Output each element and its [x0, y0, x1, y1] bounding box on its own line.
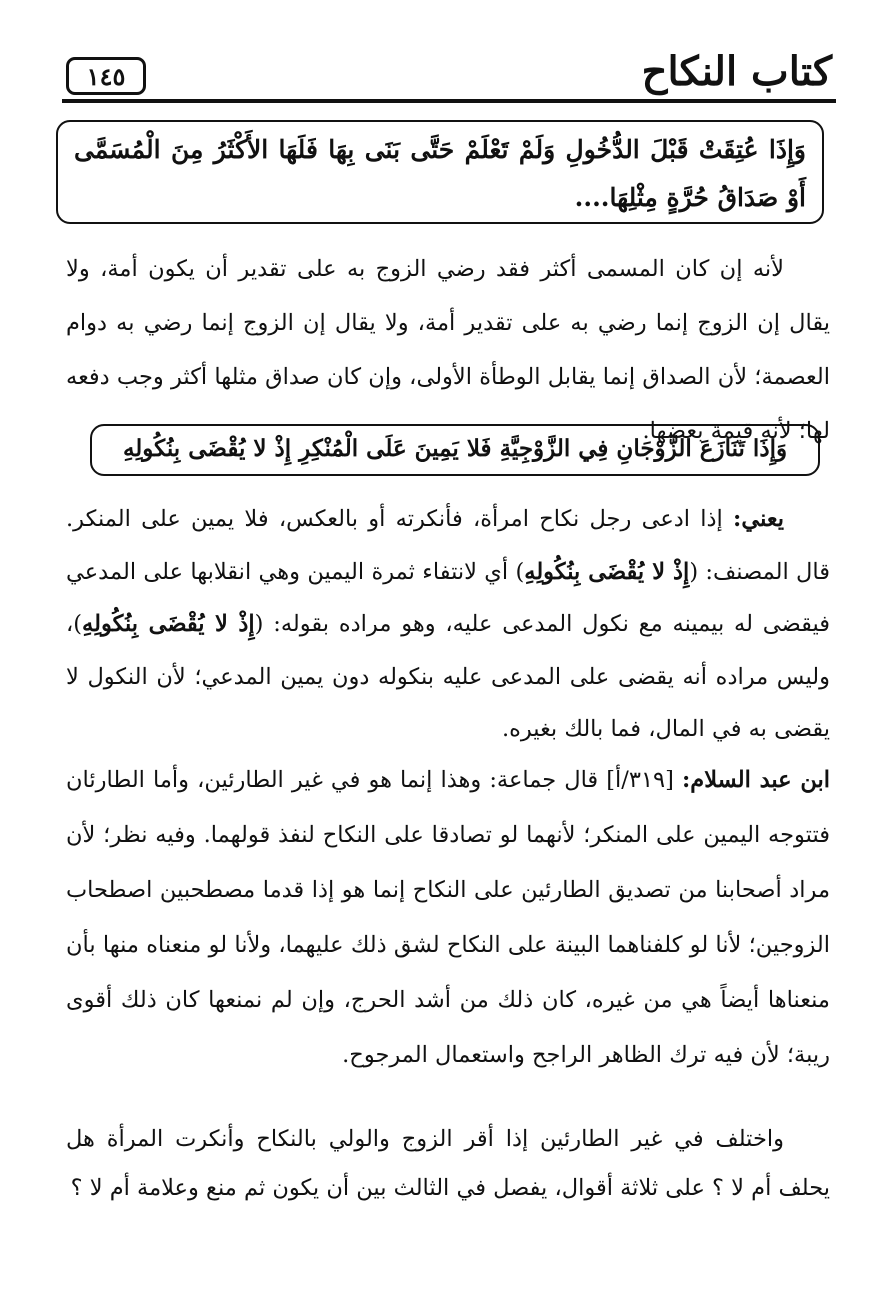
matn-quote: إِذْ لا يُقْضَى بِنُكُولِهِ	[524, 558, 690, 585]
commentary-paragraph-2	[66, 493, 830, 756]
matn-box-emancipation: وَإِذَا عُتِقَتْ قَبْلَ الدُّخُولِ وَلَمْ تَعْلَمْ حَتَّى بَنَى بِهَا فَلَهَا الأَكْثَرُ مِنَ الْمُسَمَّى أَوْ صَدَاقُ حُرَّةٍ مِثْلِهَا....	[56, 120, 824, 224]
page-number: ١٤٥	[66, 57, 146, 95]
commentary-paragraph-4	[66, 1115, 830, 1213]
commentary-text: قال جماعة: وهذا إنما هو في غير الطارئين، وأما الطارئان فتتوجه اليمين على المنكر؛ لأنهما لو تصادقا على النكاح لنفذ قولهما. وفيه نظر؛ لأن مراد أصحابنا من تصديق الطارئين على النكاح إنما هو إذا قدما مصطحبين اصطحاب الزوجين؛ لأنا لو كلفناهما البينة على النكاح لشق ذلك عليهما، ولأنا لو منعناه منها بأن منعناها أيضاً هي من غيره، كان ذلك من أشد الحرج، وإن لم نمنعها كان ذلك أقوى ريبة؛ لأن فيه ترك الظاهر الراجح واستعمال المرجوح.	[66, 767, 830, 1068]
commentary-text: لأنه إن كان المسمى أكثر فقد رضي الزوج به على تقدير أن يكون أمة، ولا يقال إن الزوج إنما رضي به على تقدير أمة، ولا يقال إن الزوج إنما رضي به دوام العصمة؛ لأن الصداق إنما يقابل الوطأة الأولى، وإن كان صداق مثلها أكثر وجب دفعه لها؛ لأنه قيمة بعضها.	[66, 256, 830, 444]
matn-quote: إِذْ لا يُقْضَى بِنُكُولِهِ	[82, 611, 255, 637]
commentary-text: واختلف في غير الطارئين إذا أقر الزوج والولي بالنكاح وأنكرت المرأة هل يحلف أم لا ؟ على ثلاثة أقوال، يفصل في الثالث بين أن يكون ثم منع وعلامة أم لا ؟	[66, 1126, 830, 1201]
commentary-text: )، وليس مراده أنه يقضى على المدعى عليه بنكوله دون يمين المدعي؛ لأن النكول لا يقضى به في المال، فما بالك بغيره.	[66, 611, 830, 742]
cited-author: ابن عبد السلام:	[682, 767, 830, 793]
lead-word: يعني:	[733, 506, 784, 532]
commentary-paragraph-3	[66, 753, 830, 1083]
chapter-title: كتاب النكاح	[641, 48, 832, 95]
header-divider	[62, 99, 836, 103]
commentary-text: ) أي لانتفاء ثمرة اليمين وهي انقلابها على المدعي فيقضى له بيمينه مع نكول المدعى عليه، وهو مراده بقوله: (	[66, 558, 831, 637]
commentary-text: إذا ادعى رجل نكاح امرأة، فأنكرته أو بالعكس، فلا يمين على المنكر. قال المصنف: (	[66, 506, 830, 585]
matn-box-dispute: وَإِذَا تَنَازَعَ الزَّوْجَانِ فِي الزَّوْجِيَّةِ فَلا يَمِينَ عَلَى الْمُنْكِرِ إِذْ لا يُقْضَى بِنُكُولِهِ	[90, 424, 820, 476]
folio-reference: [٣١٩/أ]	[598, 767, 682, 793]
